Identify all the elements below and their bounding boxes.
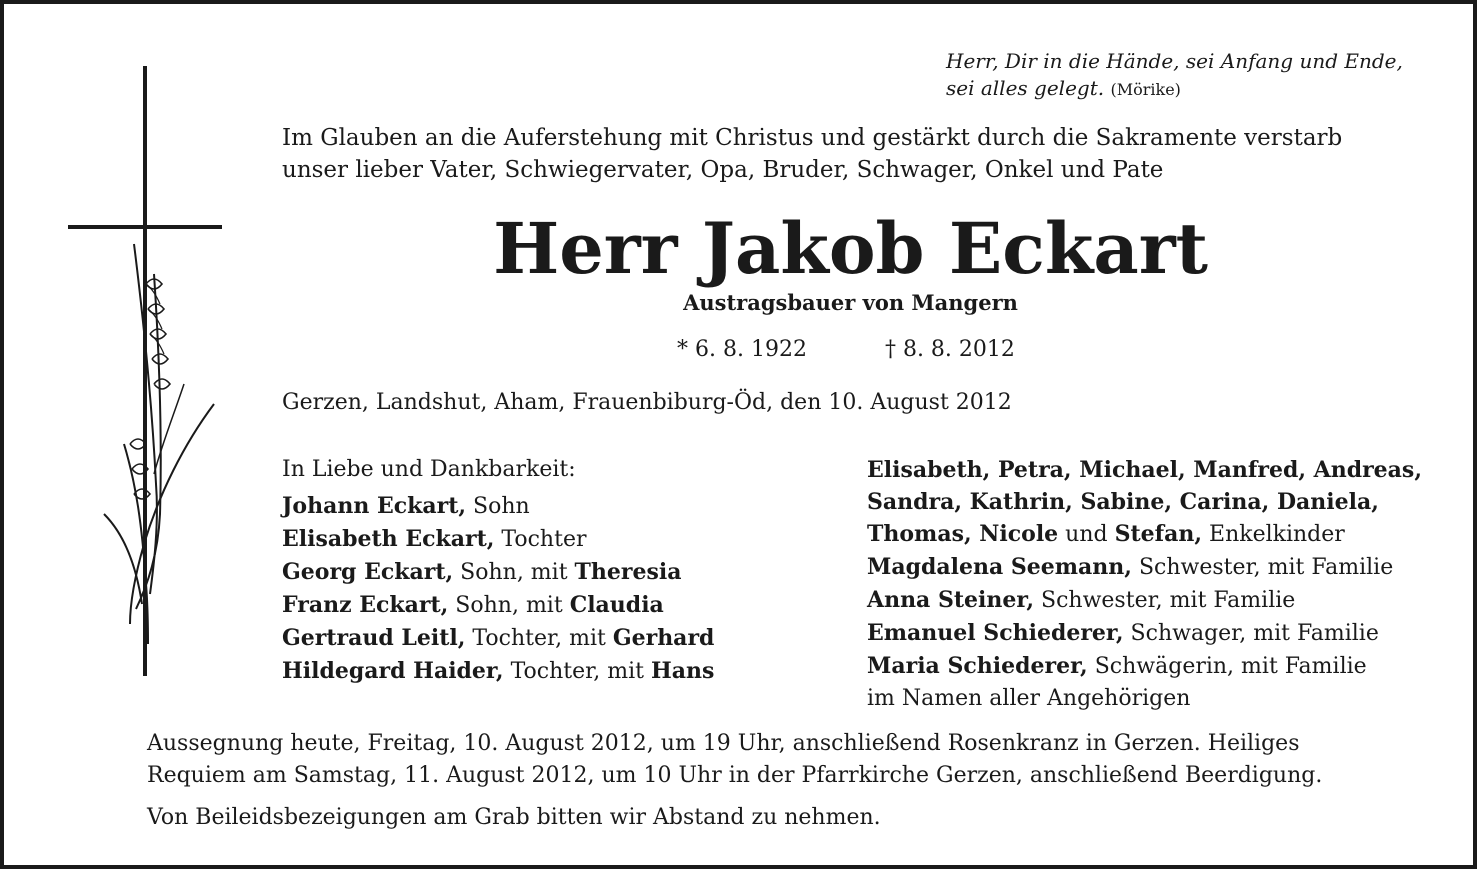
mourner-name: Emanuel Schiederer, <box>867 620 1124 646</box>
motto-line-1: Herr, Dir in die Hände, sei Anfang und Ende, <box>946 49 1403 73</box>
grandchildren-relation: Enkelkinder <box>1202 522 1345 547</box>
mourner-row <box>282 622 714 655</box>
grandchildren-names-b: Stefan, <box>1114 521 1203 547</box>
grandchildren-names-a: Thomas, Nicole <box>867 521 1059 547</box>
grandchildren-line-3 <box>867 518 1422 551</box>
death-date: † 8. 8. 2012 <box>884 337 1015 362</box>
mourners-right-column <box>867 454 1422 715</box>
mourner-relation: Sohn, mit <box>453 560 575 585</box>
mourner-relation: Sohn <box>466 494 530 519</box>
mourner-name: Gertraud Leitl, <box>282 625 466 651</box>
mourner-row <box>282 655 714 688</box>
mourner-relation: Schwester, mit Familie <box>1131 555 1394 580</box>
grandchildren-und: und <box>1058 522 1115 547</box>
mourner-relation: Tochter <box>494 527 587 552</box>
mourner-name: Georg Eckart, <box>282 559 454 585</box>
life-dates <box>677 337 1015 362</box>
motto-line-2 <box>946 75 1403 103</box>
mourner-partner: Claudia <box>569 592 664 618</box>
grandchildren-line-1: Elisabeth, Petra, Michael, Manfred, Andreas, <box>867 457 1422 483</box>
mourners-left-column <box>282 454 714 688</box>
mourner-relation: Tochter, mit <box>503 659 651 684</box>
mourner-row <box>282 523 714 556</box>
mourner-row <box>867 617 1422 650</box>
mourner-relation: Tochter, mit <box>465 626 613 651</box>
mourner-name: Hildegard Haider, <box>282 658 504 684</box>
intro-text <box>282 122 1342 186</box>
mourner-name: Anna Steiner, <box>867 587 1035 613</box>
cross-with-wheat-icon <box>64 64 234 684</box>
motto-quote <box>946 48 1403 103</box>
mourner-name: Elisabeth Eckart, <box>282 526 495 552</box>
condolences-note: Von Beileidsbezeigungen am Grab bitten wir Abstand zu nehmen. <box>147 805 881 830</box>
deceased-occupation: Austragsbauer von Mangern <box>683 290 1018 315</box>
mourner-partner: Theresia <box>574 559 682 585</box>
mourner-name: Johann Eckart, <box>282 493 467 519</box>
mourner-relation: Schwager, mit Familie <box>1123 621 1379 646</box>
mourner-name: Maria Schiederer, <box>867 653 1088 679</box>
intro-line-1: Im Glauben an die Auferstehung mit Christus und gestärkt durch die Sakramente verstarb <box>282 125 1343 151</box>
ceremony-line-2: Requiem am Samstag, 11. August 2012, um 10 Uhr in der Pfarrkirche Gerzen, anschließend Beerdigung. <box>147 763 1323 788</box>
mourner-partner: Gerhard <box>612 625 715 651</box>
ceremony-info <box>147 728 1437 792</box>
mourner-relation: Schwägerin, mit Familie <box>1087 654 1367 679</box>
mourners-closing: im Namen aller Angehörigen <box>867 686 1191 711</box>
mourner-row <box>867 650 1422 683</box>
motto-author: (Mörike) <box>1110 80 1181 99</box>
mourner-row <box>867 584 1422 617</box>
mourner-row <box>282 490 714 523</box>
mourner-row <box>282 589 714 622</box>
mourners-lead: In Liebe und Dankbarkeit: <box>282 457 576 482</box>
mourner-name: Franz Eckart, <box>282 592 449 618</box>
mourner-row <box>282 556 714 589</box>
birth-date: * 6. 8. 1922 <box>677 337 807 362</box>
intro-line-2: unser lieber Vater, Schwiegervater, Opa, Bruder, Schwager, Onkel und Pate <box>282 157 1164 183</box>
mourner-partner: Hans <box>650 658 715 684</box>
motto-line-2-text: sei alles gelegt. <box>946 76 1105 100</box>
mourner-name: Magdalena Seemann, <box>867 554 1132 580</box>
mourner-row <box>867 551 1422 584</box>
deceased-name: Herr Jakob Eckart <box>493 207 1208 290</box>
grandchildren-line-2: Sandra, Kathrin, Sabine, Carina, Daniela, <box>867 489 1379 515</box>
place-and-date: Gerzen, Landshut, Aham, Frauenbiburg-Öd, den 10. August 2012 <box>282 390 1012 415</box>
mourner-relation: Sohn, mit <box>448 593 570 618</box>
ceremony-line-1: Aussegnung heute, Freitag, 10. August 2012, um 19 Uhr, anschließend Rosenkranz in Gerzen. Heiliges <box>147 731 1300 756</box>
mourner-relation: Schwester, mit Familie <box>1034 588 1296 613</box>
